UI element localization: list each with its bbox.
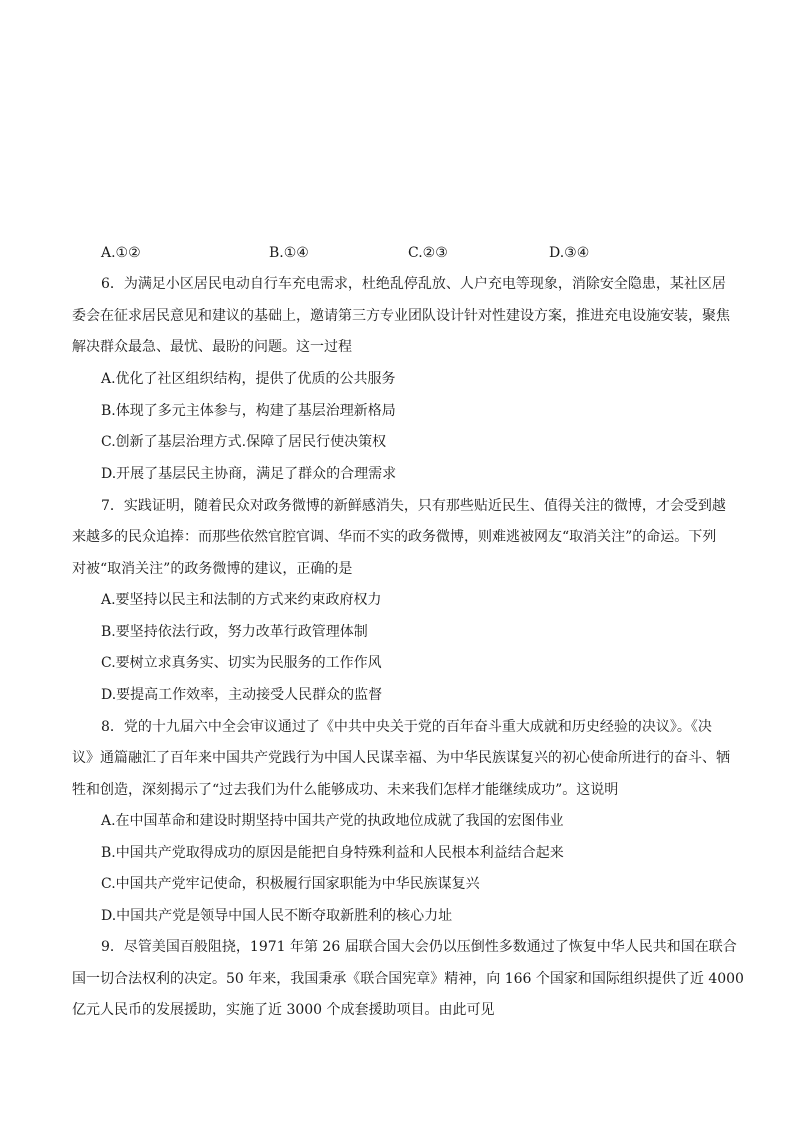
- q7-stem-line-2: 来越多的民众追捧：而那些依然官腔官调、华而不实的政务微博，则难逃被网友“取消关注”的命运。下列: [72, 529, 717, 545]
- q6-option-a: A.优化了社区组织结构，提供了优质的公共服务: [101, 371, 396, 387]
- q8-option-d: D.中国共产党是领导中国人民不断夺取新胜利的核心力址: [101, 908, 453, 924]
- q8-option-b: B.中国共产党取得成功的原因是能把自身特殊利益和人民根本利益结合起来: [101, 845, 564, 861]
- q9-stem-line-1: 9．尽管美国百般阻挠，1971 年第 26 届联合国大会仍以压倒性多数通过了恢复中华人民共和国在联合: [101, 939, 737, 955]
- q6-stem-line-1: 6．为满足小区居民电动自行车充电需求，杜绝乱停乱放、人户充电等现象，消除安全隐患，某社区居: [101, 276, 726, 292]
- q7-option-a: A.要坚持以民主和法制的方式来约束政府权力: [101, 592, 382, 608]
- q6-option-c: C.创新了基层治理方式.保障了居民行使决策权: [101, 434, 387, 450]
- q5-option-c: C.②③: [408, 245, 448, 261]
- q8-stem-line-2: 议》通篇融汇了百年来中国共产党践行为中国人民谋幸福、为中华民族谋复兴的初心使命所进行的奋斗、牺: [72, 750, 730, 766]
- q8-stem-line-1: 8．党的十九届六中全会审议通过了《中共中央关于党的百年奋斗重大成就和历史经验的决议》。《决: [101, 719, 712, 735]
- q7-option-c: C.要树立求真务实、切实为民服务的工作作风: [101, 655, 382, 671]
- q6-option-b: B.体现了多元主体参与，构建了基层治理新格局: [101, 403, 396, 419]
- q5-option-a: A.①②: [101, 245, 141, 261]
- q7-stem-line-3: 对被“取消关注”的政务微博的建议，正确的是: [72, 561, 353, 577]
- q9-stem-line-3: 亿元人民币的发展援助，实施了近 3000 个成套援助项目。由此可见: [72, 1002, 495, 1018]
- q6-stem-line-2: 委会在征求居民意见和建议的基础上，邀请第三方专业团队设计针对性建设方案，推进充电设施安装，聚焦: [72, 308, 730, 324]
- q5-option-b: B.①④: [269, 245, 309, 261]
- q7-option-d: D.要提高工作效率，主动接受人民群众的监督: [101, 687, 383, 703]
- q8-option-c: C.中国共产党牢记使命，积极履行国家职能为中华民族谋复兴: [101, 876, 480, 892]
- q8-stem-line-3: 牲和创造，深刻揭示了“过去我们为什么能够成功、未来我们怎样才能继续成功”。这说明: [72, 782, 619, 798]
- q6-stem-line-3: 解决群众最急、最忧、最盼的问题。这一过程: [72, 339, 352, 355]
- q7-option-b: B.要坚持依法行政，努力改革行政管理体制: [101, 624, 368, 640]
- q7-stem-line-1: 7．实践证明，随着民众对政务微博的新鲜感消失，只有那些贴近民生、值得关注的微博，才会受到越: [101, 498, 726, 514]
- q8-option-a: A.在中国革命和建设时期坚持中国共产党的执政地位成就了我国的宏图伟业: [101, 813, 564, 829]
- q9-stem-line-2: 国一切合法权利的决定。50 年来，我国秉承《联合国宪章》精神，向 166 个国家和国际组织提供了近 4000: [72, 971, 744, 987]
- q6-option-d: D.开展了基层民主协商，满足了群众的合理需求: [101, 466, 397, 482]
- q5-option-d: D.③④: [549, 245, 590, 261]
